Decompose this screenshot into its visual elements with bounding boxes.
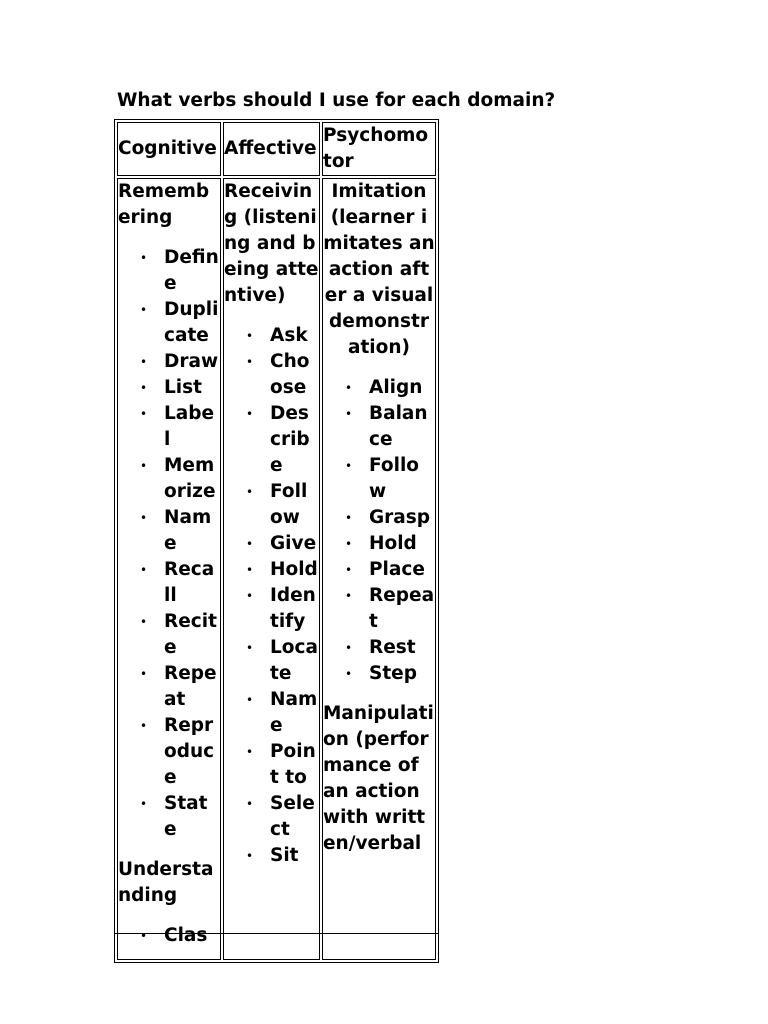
list-item: • Repeat bbox=[118, 661, 220, 713]
list-item: • Balance bbox=[323, 401, 435, 453]
list-item: • Memorize bbox=[118, 453, 220, 505]
category-understanding: Understanding bbox=[118, 859, 214, 906]
header-cognitive: Cognitive bbox=[117, 122, 221, 176]
verb-table-frame bbox=[114, 119, 439, 946]
list-item: • Draw bbox=[118, 349, 220, 375]
list-item: • Grasp bbox=[323, 505, 435, 531]
list-item: • Reproduce bbox=[118, 713, 220, 791]
list-item: • Recite bbox=[118, 609, 220, 661]
list-item: • List bbox=[118, 375, 220, 401]
list-item: • Follow bbox=[224, 479, 319, 531]
list-item: • Define bbox=[118, 245, 220, 297]
list-item: • Name bbox=[118, 505, 220, 557]
list-item: • Label bbox=[118, 401, 220, 453]
list-item: • Place bbox=[323, 557, 435, 583]
list-item: • Follow bbox=[323, 453, 435, 505]
category-remembering: Remembering bbox=[118, 181, 210, 228]
understanding-verb-list bbox=[118, 923, 220, 949]
psychomotor-column bbox=[323, 179, 435, 959]
list-item: • Point to bbox=[224, 739, 319, 791]
psychomotor-cell bbox=[322, 178, 436, 960]
header-affective: Affective bbox=[223, 122, 320, 176]
list-item: • Hold bbox=[224, 557, 319, 583]
category-manipulation: Manipulation (performance of an action with written/verbal bbox=[323, 703, 434, 854]
verb-table bbox=[114, 119, 439, 963]
header-row bbox=[117, 122, 436, 176]
list-item: • Rest bbox=[323, 635, 435, 661]
list-item: • Hold bbox=[323, 531, 435, 557]
list-item: • Name bbox=[224, 687, 319, 739]
list-item: • Choose bbox=[224, 349, 319, 401]
list-item: • Duplicate bbox=[118, 297, 220, 349]
category-receiving: Receiving (listening and being attentive) bbox=[224, 181, 319, 306]
remembering-verb-list bbox=[118, 245, 220, 843]
list-item: • Describe bbox=[224, 401, 319, 479]
list-item: • State bbox=[118, 791, 220, 843]
header-psychomotor: Psychomotor bbox=[322, 122, 436, 176]
cognitive-column bbox=[118, 179, 220, 959]
list-item: • Step bbox=[323, 661, 435, 687]
list-item: • Align bbox=[323, 375, 435, 401]
list-item: • Sit bbox=[224, 843, 319, 869]
cognitive-cell bbox=[117, 178, 221, 960]
list-item: • Locate bbox=[224, 635, 319, 687]
receiving-verb-list bbox=[224, 323, 319, 869]
affective-column bbox=[224, 179, 319, 959]
list-item: • Give bbox=[224, 531, 319, 557]
category-imitation: Imitation (learner imitates an action after a visual demonstration) bbox=[323, 181, 435, 358]
affective-cell bbox=[223, 178, 320, 960]
list-item: • Select bbox=[224, 791, 319, 843]
imitation-verb-list bbox=[323, 375, 435, 687]
page-title: What verbs should I use for each domain? bbox=[117, 90, 556, 111]
list-item: • Repeat bbox=[323, 583, 435, 635]
list-item: • Clas bbox=[118, 923, 220, 949]
list-item: • Ask bbox=[224, 323, 319, 349]
list-item: • Identify bbox=[224, 583, 319, 635]
verbs-row bbox=[117, 178, 436, 960]
list-item: • Recall bbox=[118, 557, 220, 609]
